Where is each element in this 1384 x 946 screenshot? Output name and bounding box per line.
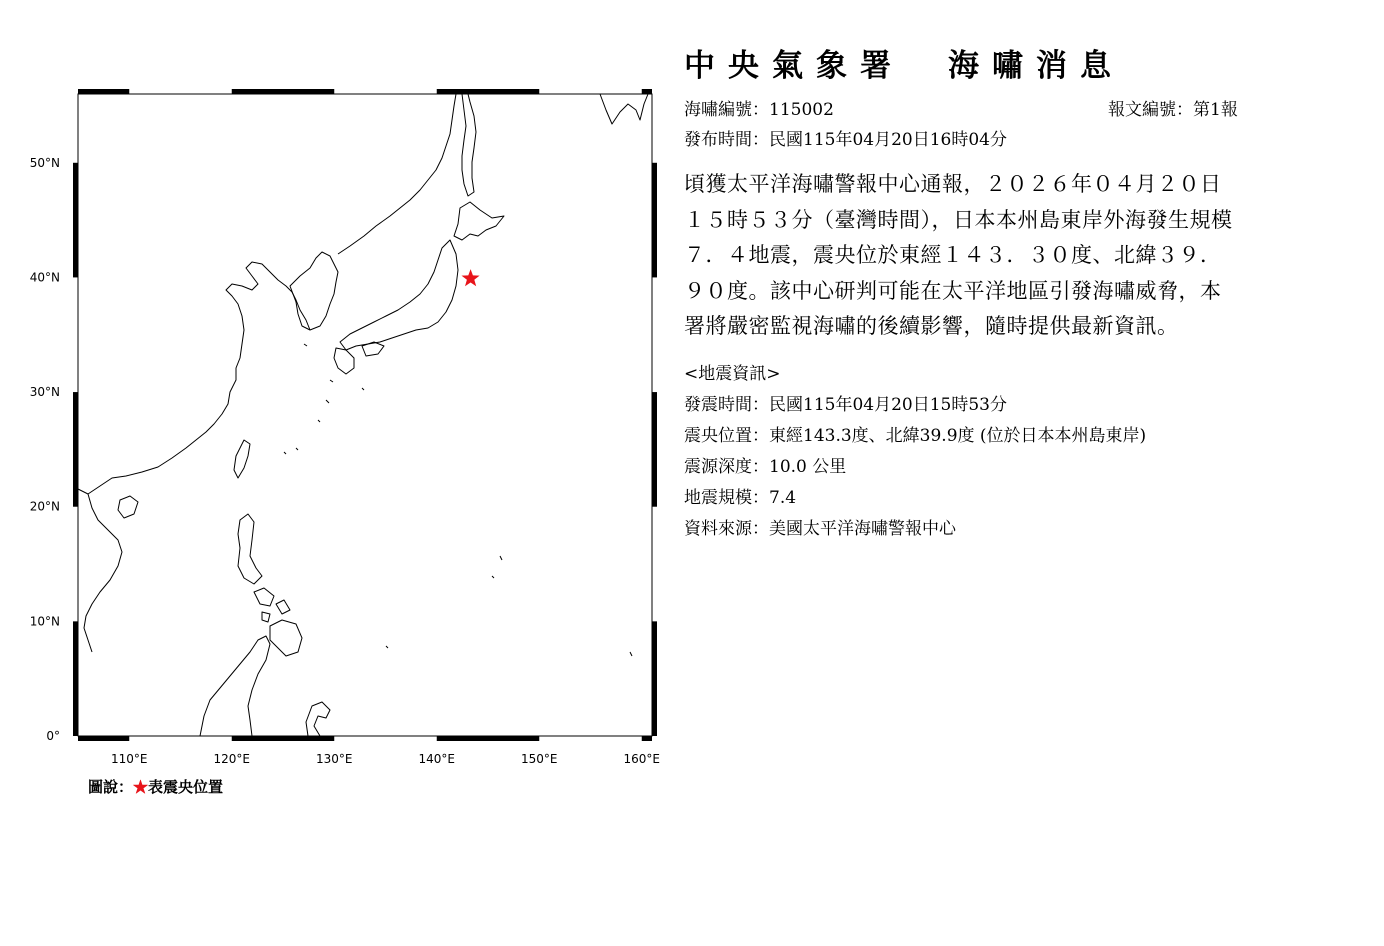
lat-tick-label: 10°N	[29, 614, 60, 629]
lat-tick-label: 20°N	[29, 499, 60, 514]
issue-time: 民國115年04月20日16時04分	[769, 130, 1007, 150]
map-background	[78, 94, 652, 736]
lon-tick-label: 130°E	[316, 752, 353, 766]
lon-tick-label: 120°E	[213, 752, 250, 766]
notice-numbers-row	[684, 95, 1284, 125]
eq-time-row	[684, 390, 1284, 421]
tsunami-notice-panel	[684, 40, 1284, 545]
notice-summary: 頃獲太平洋海嘯警報中心通報，２０２６年０４月２０日１５時５３分（臺灣時間），日本本州島東岸外海發生規模７．４地震，震央位於東經１４３．３０度、北緯３９．９０度。該中心研判可能在太平洋地區引發海嘯威脅，本署將嚴密監視海嘯的後續影響，隨時提供最新資訊。	[684, 172, 1233, 338]
lon-tick-label: 140°E	[418, 752, 455, 766]
report-no-group	[1108, 95, 1238, 125]
lon-tick-label: 160°E	[623, 752, 660, 766]
report-no: 第1報	[1193, 100, 1238, 120]
legend-text: 表震央位置	[148, 778, 224, 796]
tsunami-no: 115002	[769, 100, 834, 120]
map-legend	[88, 776, 223, 797]
report-no-label: 報文編號：	[1108, 100, 1193, 120]
lat-tick-label: 0°	[46, 729, 60, 743]
frame-bar-left	[73, 621, 78, 736]
eq-location: 東經143.3度、北緯39.9度 (位於日本本州島東岸)	[769, 425, 1147, 446]
eq-time: 民國115年04月20日15時53分	[769, 394, 1007, 415]
frame-bar-top	[642, 89, 652, 94]
frame-bar-bottom	[78, 736, 129, 741]
eq-depth-row	[684, 452, 1284, 483]
frame-bar-left	[73, 392, 78, 507]
lat-tick-label: 30°N	[29, 385, 60, 400]
frame-bar-right	[652, 621, 657, 736]
frame-bar-bottom	[232, 736, 335, 741]
eq-depth: 10.0 公里	[769, 456, 847, 477]
frame-bar-top	[437, 89, 540, 94]
lon-tick-label: 150°E	[521, 752, 558, 766]
frame-bar-left	[73, 163, 78, 278]
frame-bar-top	[232, 89, 335, 94]
eq-magnitude-label: 地震規模：	[684, 487, 769, 508]
eq-source: 美國太平洋海嘯警報中心	[769, 518, 956, 539]
star-icon: ★	[133, 778, 149, 796]
eq-magnitude-row	[684, 483, 1284, 514]
eq-source-row	[684, 514, 1284, 545]
issue-time-row	[684, 125, 1284, 155]
eq-info-heading: <地震資訊>	[684, 363, 781, 384]
eq-magnitude: 7.4	[769, 487, 797, 508]
notice-title: 中央氣象署 海嘯消息	[684, 48, 1124, 84]
eq-source-label: 資料來源：	[684, 518, 769, 539]
lat-tick-label: 40°N	[29, 270, 60, 285]
eq-location-label: 震央位置：	[684, 425, 769, 446]
map-figure	[0, 0, 680, 820]
frame-bar-right	[652, 392, 657, 507]
frame-bar-bottom	[642, 736, 652, 741]
earthquake-info	[684, 359, 1284, 545]
lon-tick-label: 110°E	[111, 752, 148, 766]
frame-bar-bottom	[437, 736, 540, 741]
frame-bar-top	[78, 89, 129, 94]
eq-time-label: 發震時間：	[684, 394, 769, 415]
legend-prefix: 圖說：	[88, 778, 134, 796]
eq-location-row	[684, 421, 1284, 452]
lat-tick-label: 50°N	[29, 155, 60, 170]
eq-depth-label: 震源深度：	[684, 456, 769, 477]
epicenter-map	[0, 0, 680, 820]
tsunami-no-label: 海嘯編號：	[684, 100, 769, 120]
frame-bar-right	[652, 163, 657, 278]
issue-time-label: 發布時間：	[684, 130, 769, 150]
